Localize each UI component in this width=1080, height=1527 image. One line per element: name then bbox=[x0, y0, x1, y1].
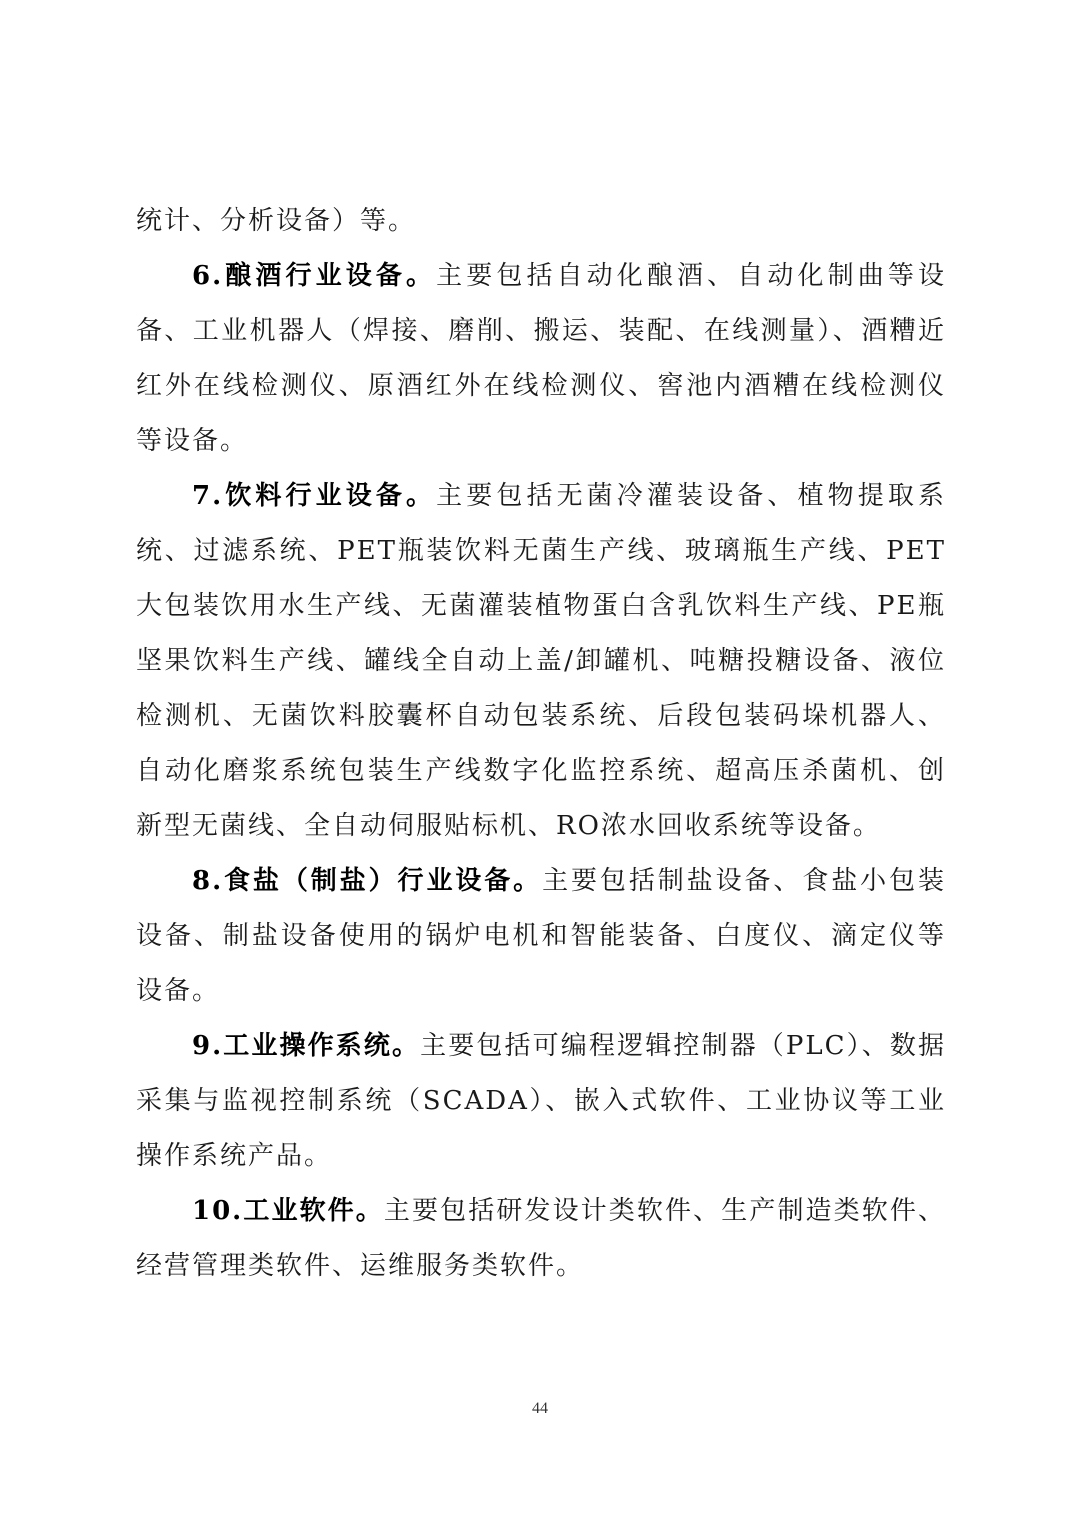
section-8-paragraph bbox=[136, 854, 946, 1019]
section-7-body: 主要包括无菌冷灌装设备、植物提取系统、过滤系统、PET瓶装饮料无菌生产线、玻璃瓶生产线、PET大包装饮用水生产线、无菌灌装植物蛋白含乳饮料生产线、PE瓶坚果饮料生产线、罐线全自动上盖/卸罐机、吨糖投糖设备、液位检测机、无菌饮料胶囊杯自动包装系统、后段包装码垛机器人、自动化磨浆系统包装生产线数字化监控系统、超高压杀菌机、创新型无菌线、全自动伺服贴标机、RO浓水回收系统等设备。 bbox=[136, 481, 946, 841]
section-7-paragraph bbox=[136, 469, 946, 854]
section-7-heading: 7.饮料行业设备。 bbox=[192, 481, 437, 511]
section-9-paragraph bbox=[136, 1019, 946, 1184]
page-number: 44 bbox=[532, 1400, 548, 1417]
document-page bbox=[136, 194, 946, 1294]
section-8-heading: 8.食盐（制盐）行业设备。 bbox=[192, 866, 543, 896]
section-6-body: 主要包括自动化酿酒、自动化制曲等设备、工业机器人（焊接、磨削、搬运、装配、在线测量）、酒糟近红外在线检测仪、原酒红外在线检测仪、窖池内酒糟在线检测仪等设备。 bbox=[136, 261, 946, 456]
section-10-paragraph bbox=[136, 1184, 946, 1294]
section-8-body: 主要包括制盐设备、食盐小包装设备、制盐设备使用的锅炉电机和智能装备、白度仪、滴定仪等设备。 bbox=[136, 866, 946, 1006]
section-6-heading: 6.酿酒行业设备。 bbox=[192, 261, 437, 291]
continuation-paragraph: 统计、分析设备）等。 bbox=[136, 206, 417, 236]
section-6-paragraph bbox=[136, 249, 946, 469]
section-10-heading: 10.工业软件。 bbox=[192, 1196, 384, 1226]
section-9-heading: 9.工业操作系统。 bbox=[192, 1031, 421, 1061]
section-9-body: 主要包括可编程逻辑控制器（PLC）、数据采集与监视控制系统（SCADA）、嵌入式软件、工业协议等工业操作系统产品。 bbox=[136, 1031, 946, 1171]
section-10-body: 主要包括研发设计类软件、生产制造类软件、经营管理类软件、运维服务类软件。 bbox=[136, 1196, 946, 1281]
